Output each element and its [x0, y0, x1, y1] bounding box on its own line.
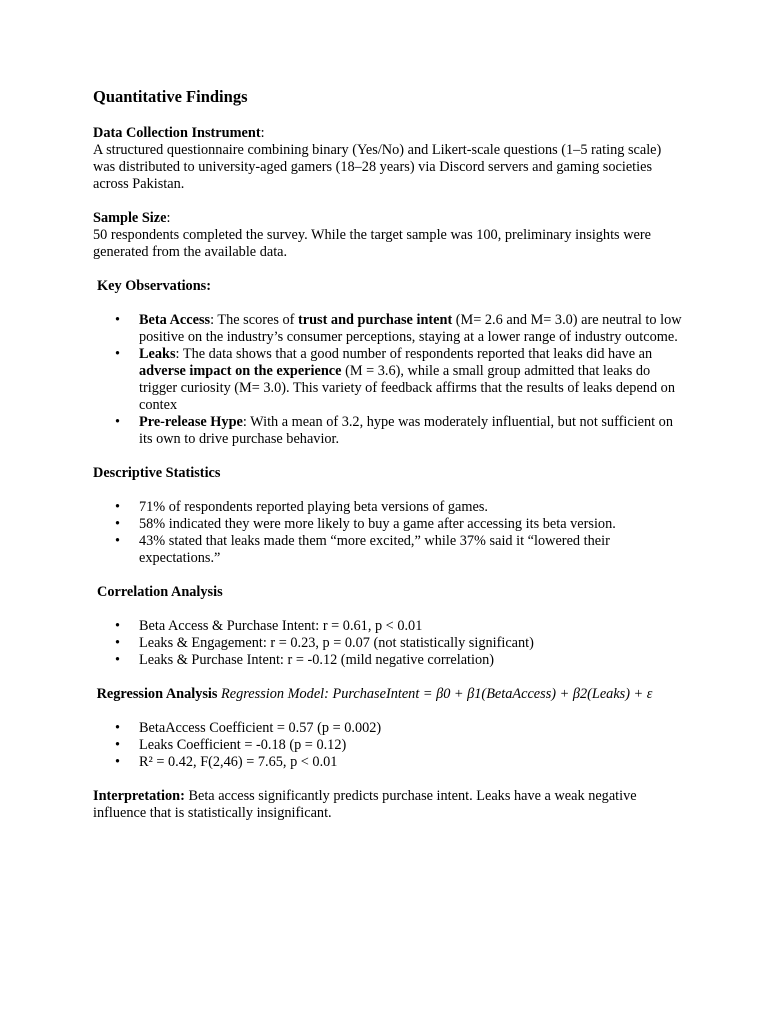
- interpretation-text: Beta access significantly predicts purchase intent. Leaks have a weak negative influence that is statistically insignificant.: [93, 788, 637, 821]
- bullet: •: [115, 499, 121, 515]
- list-item: • Beta Access: The scores of trust and purchase intent (M= 2.6 and M= 3.0) are neutral to low positive on the industry’s consumer perceptions, staying at a lower range of industry outcome.: [115, 312, 682, 345]
- regression-list: [93, 720, 683, 771]
- sample-section: [93, 210, 683, 261]
- regression-heading-line: [93, 686, 683, 703]
- list-item: • R² = 0.42, F(2,46) = 7.65, p < 0.01: [115, 754, 338, 770]
- interpretation-paragraph: [93, 788, 683, 822]
- instrument-heading: Data Collection Instrument: [93, 125, 261, 141]
- descriptive-heading: Descriptive Statistics: [93, 465, 221, 481]
- regression-heading: Regression Analysis: [96, 686, 218, 702]
- bullet: •: [115, 618, 121, 634]
- document-page: [93, 87, 683, 822]
- interpretation-heading: Interpretation:: [93, 788, 185, 804]
- bullet: •: [115, 312, 121, 328]
- correlation-heading: Correlation Analysis: [97, 584, 223, 600]
- bullet: •: [115, 754, 121, 770]
- list-item: • BetaAccess Coefficient = 0.57 (p = 0.002): [115, 720, 382, 736]
- list-item: • Leaks: The data shows that a good number of respondents reported that leaks did have an adverse impact on the experience (M = 3.6), while a small group admitted that leaks do trigger curiosity (M= 3.0). This variety of feedback affirms that the results of leaks depend on contex: [115, 346, 675, 413]
- page-title: Quantitative Findings: [93, 87, 248, 106]
- list-item: • 43% stated that leaks made them “more excited,” while 37% said it “lowered their expectations.”: [115, 533, 610, 566]
- list-item: • Pre-release Hype: With a mean of 3.2, hype was moderately influential, but not sufficient on its own to drive purchase behavior.: [115, 414, 673, 447]
- list-item: • 58% indicated they were more likely to buy a game after accessing its beta version.: [115, 516, 616, 532]
- instrument-heading-line: [93, 125, 683, 142]
- bullet: •: [115, 533, 121, 549]
- regression-model: Regression Model: PurchaseIntent = β0 + β1(BetaAccess) + β2(Leaks) + ε: [221, 686, 653, 702]
- instrument-colon: :: [260, 125, 265, 141]
- bullet: •: [115, 635, 121, 651]
- sample-heading: Sample Size: [93, 210, 167, 226]
- list-item: • Beta Access & Purchase Intent: r = 0.61, p < 0.01: [115, 618, 423, 634]
- sample-text: 50 respondents completed the survey. While the target sample was 100, preliminary insights were generated from the available data.: [93, 227, 651, 260]
- bullet: •: [115, 346, 121, 362]
- observations-heading: Key Observations:: [97, 278, 211, 294]
- bullet: •: [115, 516, 121, 532]
- descriptive-list: [93, 499, 683, 567]
- bullet: •: [115, 652, 121, 668]
- bullet: •: [115, 414, 121, 430]
- correlation-list: [93, 618, 683, 669]
- sample-colon: :: [166, 210, 171, 226]
- list-item: • Leaks & Engagement: r = 0.23, p = 0.07 (not statistically significant): [115, 635, 534, 651]
- instrument-text: A structured questionnaire combining binary (Yes/No) and Likert-scale questions (1–5 rating scale) was distributed to university-aged gamers (18–28 years) via Discord servers and gaming societies across Pakistan.: [93, 142, 662, 192]
- list-item: • 71% of respondents reported playing beta versions of games.: [115, 499, 488, 515]
- sample-heading-line: [93, 210, 683, 227]
- bullet: •: [115, 737, 121, 753]
- observations-list: [93, 312, 683, 448]
- list-item: • Leaks Coefficient = -0.18 (p = 0.12): [115, 737, 347, 753]
- bullet: •: [115, 720, 121, 736]
- list-item: • Leaks & Purchase Intent: r = -0.12 (mild negative correlation): [115, 652, 495, 668]
- instrument-section: [93, 125, 683, 193]
